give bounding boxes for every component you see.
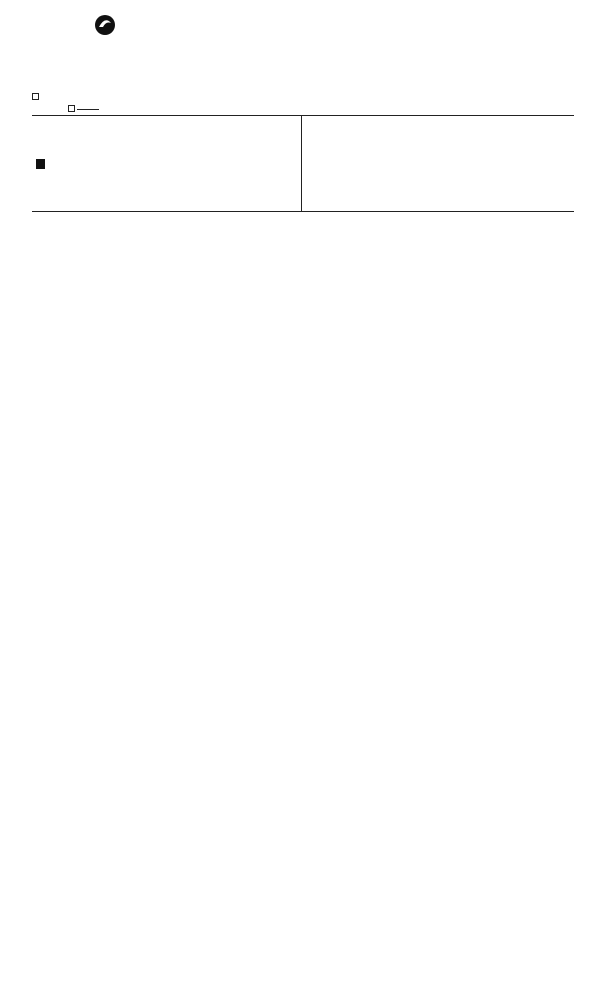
section-1-badge [36, 159, 45, 169]
multi-location-checkbox[interactable] [32, 93, 39, 100]
multi-location-row [32, 93, 39, 100]
partial-sale-checkbox[interactable] [68, 105, 75, 112]
seller-name-row [49, 157, 299, 166]
revenue-swirl-icon [94, 14, 116, 36]
partial-sale-percent-field[interactable] [77, 109, 99, 110]
partial-sale-row [68, 103, 99, 112]
